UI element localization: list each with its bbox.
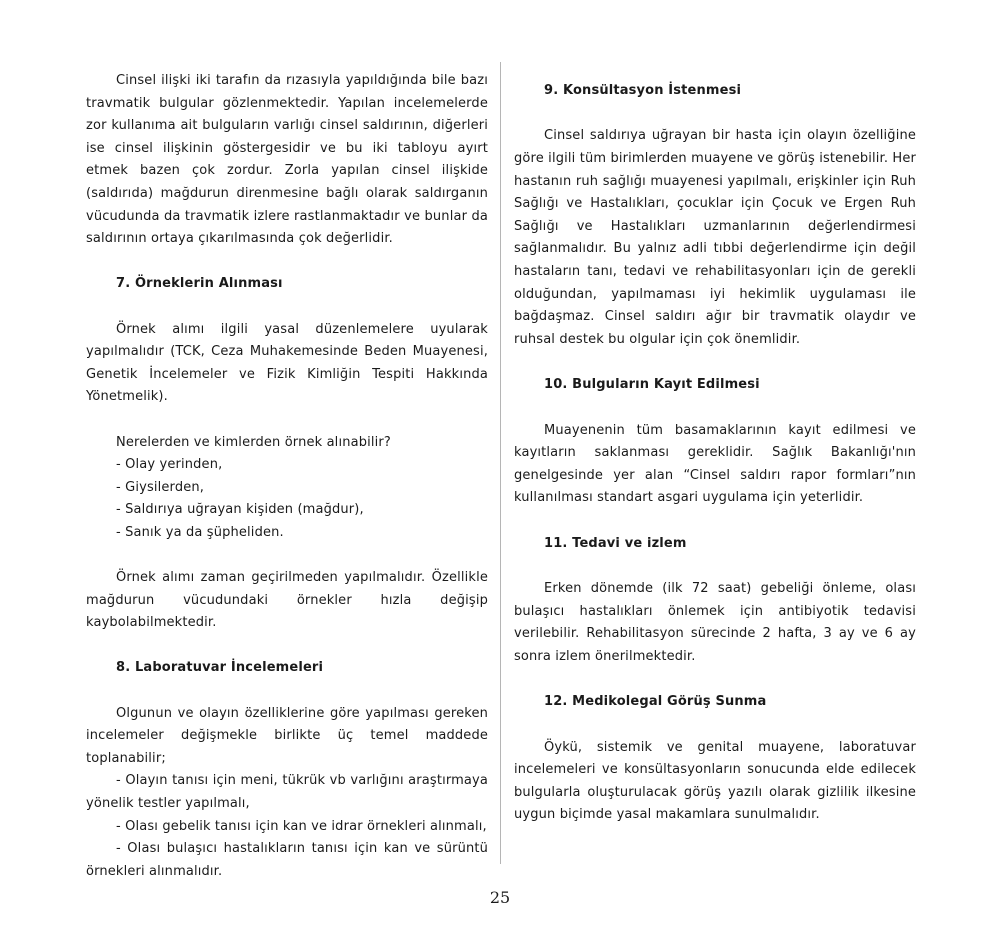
left-column: [86, 70, 488, 883]
heading-section-9: 9. Konsültasyon İstenmesi: [544, 83, 742, 98]
paragraph-lab-tests: Olgunun ve olayın özelliklerine göre yapılması gereken incelemeler değişmekle birlikte üç temel maddede toplanabilir;: [86, 705, 488, 766]
paragraph-treatment: Erken dönemde (ilk 72 saat) gebeliği önleme, olası bulaşıcı hastalıkları önlemek için antibiyotik tedavisi verilebilir. Rehabilitasyon sürecinde 2 hafta, 3 ay ve 6 ay sonra izlem önerilmektedir.: [514, 581, 916, 664]
paragraph-intro: Cinsel ilişki iki tarafın da rızasıyla yapıldığında bile bazı travmatik bulgular gözlenmektedir. Yapılan incelemelerde zor kullanıma ait bulguların varlığı cinsel saldırının, diğerleri ise cinsel ilişkinin göstergesidir ve bu iki tabloyu ayırt etmek bazen çok zordur. Zorla yapılan cinsel ilişkide (saldırıda) mağdurun direnmesine bağlı olarak saldırganın vücudunda da travmatik izlere rastlanmaktadır ve bunlar da saldırının ortaya çıkarılmasında çok değerlidir.: [86, 73, 488, 247]
list-item: - Olası bulaşıcı hastalıkların tanısı için kan ve sürüntü örnekleri alınmalıdır.: [86, 841, 488, 879]
right-column: [514, 80, 916, 827]
paragraph-medicolegal: Öykü, sistemik ve genital muayene, laboratuvar incelemeleri ve konsültasyonların sonucunda elde edilecek bulgularla oluşturulacak görüş yazılı olarak gizlilik ilkesine uygun biçimde yasal makamlara sunulmalıdır.: [514, 739, 916, 823]
paragraph-consultation: Cinsel saldırıya uğrayan bir hasta için olayın özelliğine göre ilgili tüm birimlerden muayene ve görüş istenebilir. Her hastanın ruh sağlığı muayenesi yapılmalı, erişkinler için Ruh Sağlığı ve Hastalıkları, çocuklar için Çocuk ve Ergen Ruh Sağlığı ve Hastalıkları uzmanlarının değerlendirmesi sağlanmalıdır. Bu yalnız adli tıbbi değerlendirme için değil hastaların tanı, tedavi ve rehabilitasyonları için de gerekli olduğundan, yapılmaması iyi hekimlik uygulaması ile bağdaşmaz. Cinsel saldırı ağır bir travmatik olaydır ve ruhsal destek bu olgular için çok önemlidir.: [514, 128, 916, 347]
column-divider: [500, 62, 501, 864]
heading-section-12: 12. Medikolegal Görüş Sunma: [544, 694, 767, 710]
list-item: - Olası gebelik tanısı için kan ve idrar örnekleri alınmalı,: [116, 818, 487, 834]
list-item: - Giysilerden,: [116, 479, 205, 495]
paragraph-sample-collection: Örnek alımı ilgili yasal düzenlemelere uyularak yapılmalıdır (TCK, Ceza Muhakemesinde Beden Muayenesi, Genetik İncelemeler ve Fizik Kimliğin Tespiti Hakkında Yönetmelik).: [86, 321, 488, 405]
list-item: - Saldırıya uğrayan kişiden (mağdur),: [116, 502, 364, 518]
list-item: - Sanık ya da şüpheliden.: [116, 524, 284, 540]
list-item: - Olay yerinden,: [116, 457, 223, 473]
heading-section-11: 11. Tedavi ve izlem: [544, 535, 687, 551]
paragraph-timing: Örnek alımı zaman geçirilmeden yapılmalıdır. Özellikle mağdurun vücudundaki örnekler hızla değişip kaybolabilmektedir.: [86, 570, 488, 631]
heading-section-8: 8. Laboratuvar İncelemeleri: [116, 660, 324, 676]
heading-section-10: 10. Bulguların Kayıt Edilmesi: [544, 377, 760, 393]
list-item: - Olayın tanısı için meni, tükrük vb varlığını araştırmaya yönelik testler yapılmalı,: [86, 773, 488, 811]
heading-section-7: 7. Örneklerin Alınması: [116, 276, 283, 292]
paragraph-records: Muayenenin tüm basamaklarının kayıt edilmesi ve kayıtların saklanması gereklidir. Sağlık Bakanlığı'nın genelgesinde yer alan “Cinsel saldırı rapor formları”nın kullanılması standart asgari uygulama için yeterlidir.: [514, 422, 916, 506]
page-number: 25: [489, 888, 511, 907]
sample-sources-intro: Nerelerden ve kimlerden örnek alınabilir?: [116, 434, 391, 450]
